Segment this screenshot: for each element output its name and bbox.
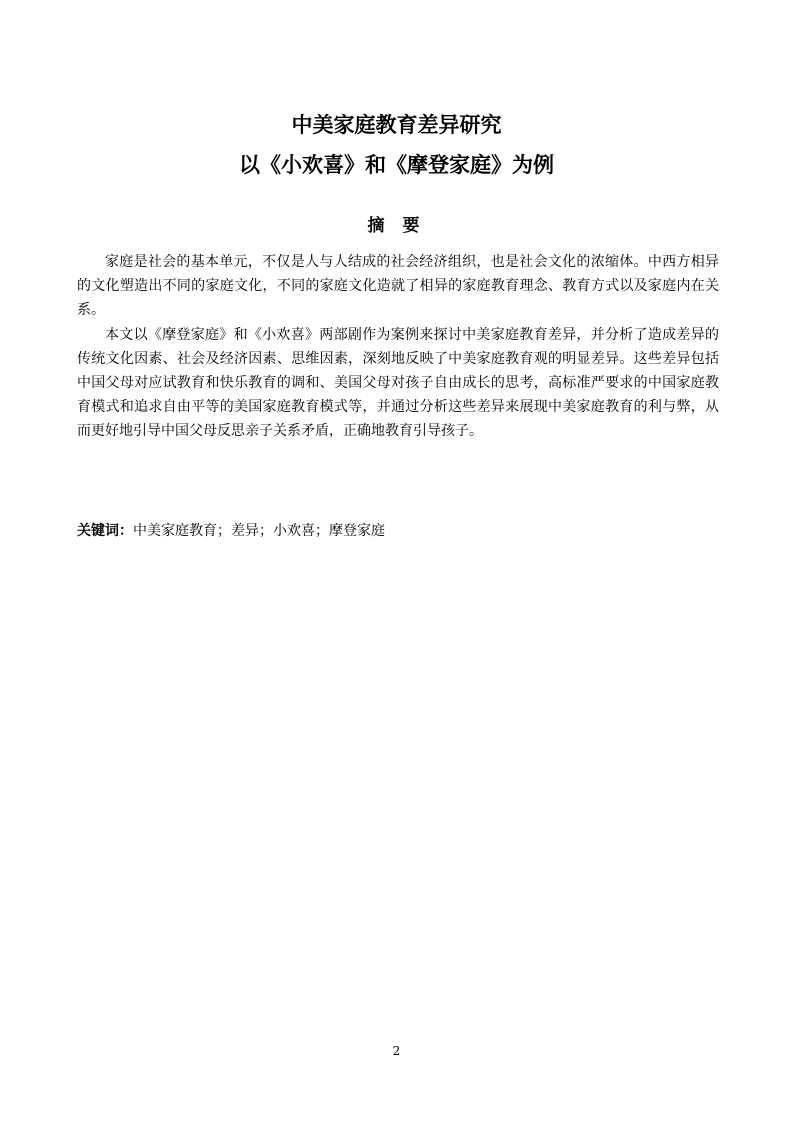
page-number: 2 <box>392 1044 401 1058</box>
abstract-paragraph-1: 家庭是社会的基本单元，不仅是人与人结成的社会经济组织，也是社会文化的浓缩体。中西方相异的文化塑造出不同的家庭文化，不同的家庭文化造就了相异的家庭教育理念、教育方式以及家庭内在关系。 <box>77 254 719 319</box>
title-line-2: 以《小欢喜》和《摩登家庭》为例 <box>239 153 554 177</box>
keywords-label: 关键词： <box>77 523 133 539</box>
abstract-paragraph-2: 本文以《摩登家庭》和《小欢喜》两部剧作为案例来探讨中美家庭教育差异，并分析了造成差异的传统文化因素、社会及经济因素、思维因素，深刻地反映了中美家庭教育观的明显差异。这些差异包括中国父母对应试教育和快乐教育的调和、美国父母对孩子自由成长的思考，高标准严要求的中国家庭教育模式和追求自由平等的美国家庭教育模式等，并通过分析这些差异来展现中美家庭教育的利与弊，从而更好地引导中国父母反思亲子关系矛盾，正确地教育引导孩子。 <box>77 326 719 440</box>
keywords-text: 中美家庭教育；差异；小欢喜；摩登家庭 <box>133 523 385 539</box>
keywords-line <box>77 519 719 543</box>
abstract-heading: 摘 要 <box>367 216 426 236</box>
abstract-body <box>77 250 719 444</box>
title-line-1: 中美家庭教育差异研究 <box>291 113 502 137</box>
